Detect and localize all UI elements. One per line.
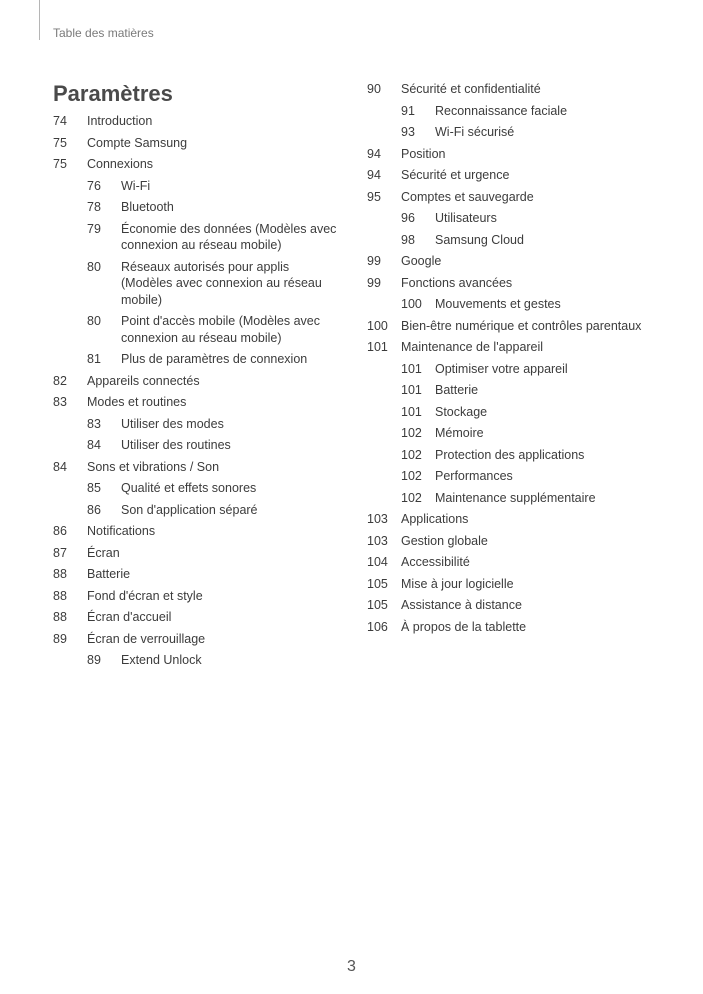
toc-entry-label: Modes et routines bbox=[87, 395, 187, 409]
toc-entry[interactable] bbox=[53, 156, 343, 173]
toc-entry-label: Batterie bbox=[87, 567, 131, 581]
toc-entry-label: Réseaux autorisés pour applis (Modèles avec connexion au réseau mobile) bbox=[121, 259, 322, 307]
toc-entry-label: Google bbox=[401, 254, 442, 268]
toc-entry-page: 103 bbox=[367, 512, 388, 526]
toc-entry-page: 90 bbox=[367, 82, 381, 96]
toc-entry-label: Plus de paramètres de connexion bbox=[121, 352, 308, 366]
toc-entry-page: 80 bbox=[87, 259, 101, 274]
toc-entry-page: 86 bbox=[53, 524, 67, 538]
running-head: Table des matières bbox=[53, 26, 154, 40]
toc-entry-page: 88 bbox=[53, 610, 67, 624]
toc-entry-label: Sécurité et urgence bbox=[401, 168, 510, 182]
toc-entry-page: 88 bbox=[53, 588, 67, 603]
toc-entry-page: 94 bbox=[367, 146, 381, 161]
toc-entry-page: 85 bbox=[87, 481, 101, 495]
toc-entry[interactable] bbox=[53, 351, 343, 368]
toc-entry-page: 105 bbox=[367, 576, 388, 591]
toc-entry[interactable] bbox=[53, 502, 343, 519]
toc-entry[interactable] bbox=[367, 404, 667, 421]
toc-entry-label: Fonctions avancées bbox=[401, 275, 513, 290]
toc-entry-page: 86 bbox=[87, 502, 101, 517]
toc-entry-label: Reconnaissance faciale bbox=[435, 103, 568, 118]
toc-entry-page: 101 bbox=[401, 383, 422, 397]
toc-entry-label: Assistance à distance bbox=[401, 598, 522, 612]
toc-entry-label: Wi-Fi bbox=[121, 178, 151, 193]
toc-entry-page: 87 bbox=[53, 545, 67, 560]
toc-entry-label: Qualité et effets sonores bbox=[121, 481, 257, 495]
toc-entry-label: Sons et vibrations / Son bbox=[87, 459, 220, 474]
toc-entry-label: Mémoire bbox=[435, 426, 484, 440]
toc-entry-page: 102 bbox=[401, 426, 422, 440]
toc-entry[interactable] bbox=[367, 103, 667, 120]
toc-entry-page: 88 bbox=[53, 567, 67, 581]
toc-entry-label: Compte Samsung bbox=[87, 135, 188, 150]
toc-entry-label: Écran de verrouillage bbox=[87, 631, 206, 646]
toc-entry[interactable] bbox=[367, 425, 667, 442]
toc-entry-page: 101 bbox=[401, 404, 422, 419]
toc-entry[interactable] bbox=[367, 275, 667, 292]
toc-entry[interactable] bbox=[53, 113, 343, 130]
toc-entry[interactable] bbox=[53, 523, 343, 540]
section-title: Paramètres bbox=[53, 81, 173, 106]
toc-entry-page: 74 bbox=[53, 114, 67, 128]
toc-column-left bbox=[53, 113, 343, 674]
toc-entry[interactable] bbox=[53, 480, 343, 497]
toc-entry[interactable] bbox=[367, 232, 667, 249]
toc-entry-label: Mise à jour logicielle bbox=[401, 576, 514, 591]
toc-entry[interactable] bbox=[367, 619, 667, 636]
toc-entry[interactable] bbox=[53, 221, 343, 254]
toc-entry-label: Sécurité et confidentialité bbox=[401, 82, 541, 96]
toc-entry-page: 99 bbox=[367, 254, 381, 268]
toc-entry-page: 84 bbox=[87, 438, 101, 452]
header-rule bbox=[39, 0, 40, 40]
toc-entry-label: Protection des applications bbox=[435, 447, 585, 462]
toc-entry-label: À propos de la tablette bbox=[401, 619, 527, 634]
toc-entry-label: Notifications bbox=[87, 524, 156, 538]
toc-entry-page: 102 bbox=[401, 490, 422, 505]
toc-entry[interactable] bbox=[367, 81, 667, 98]
toc-entry[interactable] bbox=[53, 135, 343, 152]
toc-entry-label: Gestion globale bbox=[401, 533, 488, 548]
toc-entry-label: Batterie bbox=[435, 383, 479, 397]
toc-entry[interactable] bbox=[367, 124, 667, 141]
toc-entry-page: 102 bbox=[401, 447, 422, 462]
toc-entry[interactable] bbox=[367, 533, 667, 550]
toc-entry-page: 84 bbox=[53, 459, 67, 474]
toc-entry-label: Utiliser des routines bbox=[121, 438, 231, 452]
toc-entry-label: Écran d'accueil bbox=[87, 610, 172, 624]
toc-entry-page: 101 bbox=[367, 340, 388, 354]
toc-entry[interactable] bbox=[367, 318, 667, 335]
toc-entry-page: 76 bbox=[87, 178, 101, 193]
toc-entry[interactable] bbox=[367, 210, 667, 227]
toc-entry-page: 100 bbox=[367, 318, 388, 333]
toc-entry[interactable] bbox=[53, 373, 343, 390]
toc-entry-page: 104 bbox=[367, 555, 388, 569]
toc-entry-label: Maintenance supplémentaire bbox=[435, 490, 596, 505]
toc-entry-page: 81 bbox=[87, 352, 101, 366]
toc-column-right bbox=[367, 81, 667, 640]
toc-entry-label: Applications bbox=[401, 512, 469, 526]
toc-entry-label: Mouvements et gestes bbox=[435, 297, 561, 311]
toc-entry-label: Performances bbox=[435, 469, 513, 483]
toc-entry[interactable] bbox=[367, 554, 667, 571]
toc-entry-page: 89 bbox=[87, 653, 101, 667]
toc-entry-page: 82 bbox=[53, 373, 67, 388]
toc-entry-page: 83 bbox=[87, 416, 101, 431]
toc-entry[interactable] bbox=[53, 609, 343, 626]
toc-entry-page: 99 bbox=[367, 275, 381, 290]
toc-entry[interactable] bbox=[367, 511, 667, 528]
toc-entry[interactable] bbox=[53, 588, 343, 605]
toc-entry-label: Stockage bbox=[435, 404, 488, 419]
toc-entry-page: 96 bbox=[401, 211, 415, 225]
toc-entry-label: Appareils connectés bbox=[87, 373, 200, 388]
toc-entry[interactable] bbox=[367, 468, 667, 485]
toc-entry-page: 75 bbox=[53, 157, 67, 171]
toc-entry[interactable] bbox=[53, 178, 343, 195]
toc-entry[interactable] bbox=[367, 490, 667, 507]
toc-entry-label: Fond d'écran et style bbox=[87, 588, 203, 603]
page-number: 3 bbox=[347, 958, 356, 975]
toc-entry-label: Extend Unlock bbox=[121, 653, 202, 667]
toc-entry-page: 98 bbox=[401, 232, 415, 247]
toc-entry-label: Bien-être numérique et contrôles parentaux bbox=[401, 318, 642, 333]
toc-entry-label: Introduction bbox=[87, 114, 153, 128]
toc-entry-page: 93 bbox=[401, 125, 415, 139]
toc-entry[interactable] bbox=[367, 447, 667, 464]
toc-entry-page: 79 bbox=[87, 221, 101, 236]
toc-entry-label: Économie des données (Modèles avec connexion au réseau mobile) bbox=[121, 221, 337, 252]
toc-entry-page: 80 bbox=[87, 314, 101, 328]
toc-entry[interactable] bbox=[53, 545, 343, 562]
toc-entry[interactable] bbox=[53, 437, 343, 454]
toc-entry-page: 106 bbox=[367, 619, 388, 634]
toc-entry-label: Utilisateurs bbox=[435, 211, 497, 225]
toc-entry-page: 75 bbox=[53, 135, 67, 150]
toc-entry[interactable] bbox=[53, 199, 343, 216]
toc-entry[interactable] bbox=[53, 259, 343, 309]
toc-entry[interactable] bbox=[53, 416, 343, 433]
toc-entry-label: Accessibilité bbox=[401, 555, 470, 569]
toc-entry-label: Wi-Fi sécurisé bbox=[435, 125, 515, 139]
toc-entry[interactable] bbox=[367, 597, 667, 614]
toc-entry[interactable] bbox=[53, 566, 343, 583]
toc-entry-label: Optimiser votre appareil bbox=[435, 361, 568, 376]
toc-entry[interactable] bbox=[367, 146, 667, 163]
toc-entry-label: Position bbox=[401, 146, 446, 161]
toc-entry-page: 102 bbox=[401, 469, 422, 483]
toc-entry-label: Son d'application séparé bbox=[121, 502, 258, 517]
toc-entry-page: 83 bbox=[53, 395, 67, 409]
toc-entry-page: 78 bbox=[87, 200, 101, 214]
toc-entry-label: Maintenance de l'appareil bbox=[401, 340, 544, 354]
toc-entry-page: 91 bbox=[401, 103, 415, 118]
toc-entry[interactable] bbox=[367, 382, 667, 399]
toc-entry-page: 103 bbox=[367, 533, 388, 548]
toc-entry-label: Utiliser des modes bbox=[121, 416, 224, 431]
toc-entry-page: 105 bbox=[367, 598, 388, 612]
toc-entry-label: Comptes et sauvegarde bbox=[401, 189, 534, 204]
toc-entry-label: Écran bbox=[87, 545, 120, 560]
toc-entry-label: Bluetooth bbox=[121, 200, 174, 214]
toc-entry[interactable] bbox=[367, 576, 667, 593]
toc-entry-page: 95 bbox=[367, 189, 381, 204]
toc-entry-page: 94 bbox=[367, 168, 381, 182]
toc-entry-page: 101 bbox=[401, 361, 422, 376]
toc-entry-label: Point d'accès mobile (Modèles avec connexion au réseau mobile) bbox=[121, 314, 321, 345]
toc-entry[interactable] bbox=[367, 296, 667, 313]
toc-entry[interactable] bbox=[367, 361, 667, 378]
toc-entry-label: Samsung Cloud bbox=[435, 232, 524, 247]
toc-entry[interactable] bbox=[367, 189, 667, 206]
toc-entry[interactable] bbox=[367, 253, 667, 270]
toc-entry-page: 100 bbox=[401, 297, 422, 311]
toc-entry[interactable] bbox=[53, 631, 343, 648]
toc-entry-label: Connexions bbox=[87, 157, 154, 171]
toc-entry[interactable] bbox=[53, 394, 343, 411]
toc-entry[interactable] bbox=[367, 339, 667, 356]
toc-entry[interactable] bbox=[53, 652, 343, 669]
toc-entry[interactable] bbox=[53, 313, 343, 346]
toc-entry[interactable] bbox=[367, 167, 667, 184]
toc-entry[interactable] bbox=[53, 459, 343, 476]
toc-entry-page: 89 bbox=[53, 631, 67, 646]
